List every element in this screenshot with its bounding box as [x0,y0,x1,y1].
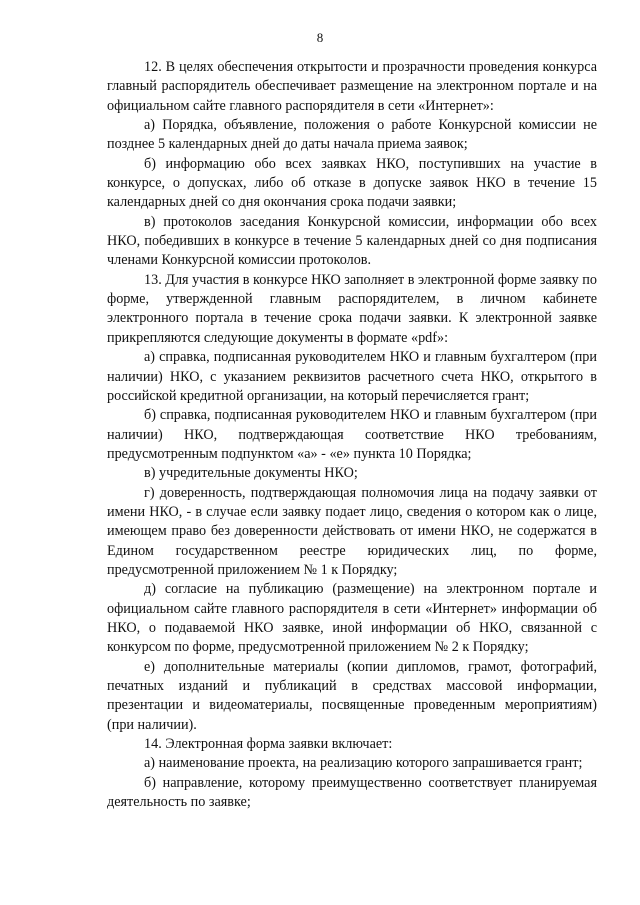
paragraph-12-b: б) информацию обо всех заявках НКО, поступивших на участие в конкурсе, о допусках, либо об отказе в допуске заявок НКО в течение 15 календарных дней со дня окончания срока подачи заявки; [107,155,597,211]
document-body [107,58,597,812]
paragraph-13-v: в) учредительные документы НКО; [144,465,358,482]
paragraph-14-b: б) направление, которому преимущественно соответствует планируемая деятельность по заявке; [107,774,597,811]
paragraph-13-e: е) дополнительные материалы (копии дипломов, грамот, фотографий, печатных изданий и публикаций в средствах массовой информации, презентации и видеоматериалы, посвященные проведенным мероприятиям) (при наличии). [107,658,597,733]
paragraph-13: 13. Для участия в конкурсе НКО заполняет в электронной форме заявку по форме, утвержденной главным распорядителем, в личном кабинете электронного портала в течение срока подачи заявки. К электронной заявке прикрепляются следующие документы в формате «pdf»: [107,271,597,346]
paragraph-12-v: в) протоколов заседания Конкурсной комиссии, информации обо всех НКО, победивших в конкурсе в течение 5 календарных дней со дня подписания членами Конкурсной комиссии протоколов. [107,213,597,269]
page-number: 8 [316,30,324,45]
paragraph-13-d: д) согласие на публикацию (размещение) на электронном портале и официальном сайте главного распорядителя в сети «Интернет» информации об НКО, о подаваемой НКО заявке, иной информации об НКО, связанной с конкурсом по форме, предусмотренной приложением № 2 к Порядку; [107,581,597,656]
paragraph-13-a: а) справка, подписанная руководителем НКО и главным бухгалтером (при наличии) НКО, с указанием реквизитов расчетного счета НКО, открытого в российской кредитной организации, на который перечисляется грант; [107,349,597,404]
paragraph-14-a: а) наименование проекта, на реализацию которого запрашивается грант; [144,755,583,772]
paragraph-13-g: г) доверенность, подтверждающая полномочия лица на подачу заявки от имени НКО, - в случае если заявку подает лицо, сведения о котором как о лице, имеющем право без доверенности действовать от имени НКО, не содержатся в Едином государственном реестре юридических лиц, по форме, предусмотренной приложением № 1 к Порядку; [107,484,597,578]
paragraph-13-b: б) справка, подписанная руководителем НКО и главным бухгалтером (при наличии) НКО, подтверждающая соответствие НКО требованиям, предусмотренным подпунктом «а» - «е» пункта 10 Порядка; [107,407,597,462]
paragraph-12-a: а) Порядка, объявление, положения о работе Конкурсной комиссии не позднее 5 календарных дней до даты начала приема заявок; [107,117,597,153]
paragraph-12: 12. В целях обеспечения открытости и прозрачности проведения конкурса главный распорядитель обеспечивает размещение на электронном портале и на официальном сайте главного распорядителя в сети «Интернет»: [107,59,597,114]
paragraph-14: 14. Электронная форма заявки включает: [144,736,393,753]
